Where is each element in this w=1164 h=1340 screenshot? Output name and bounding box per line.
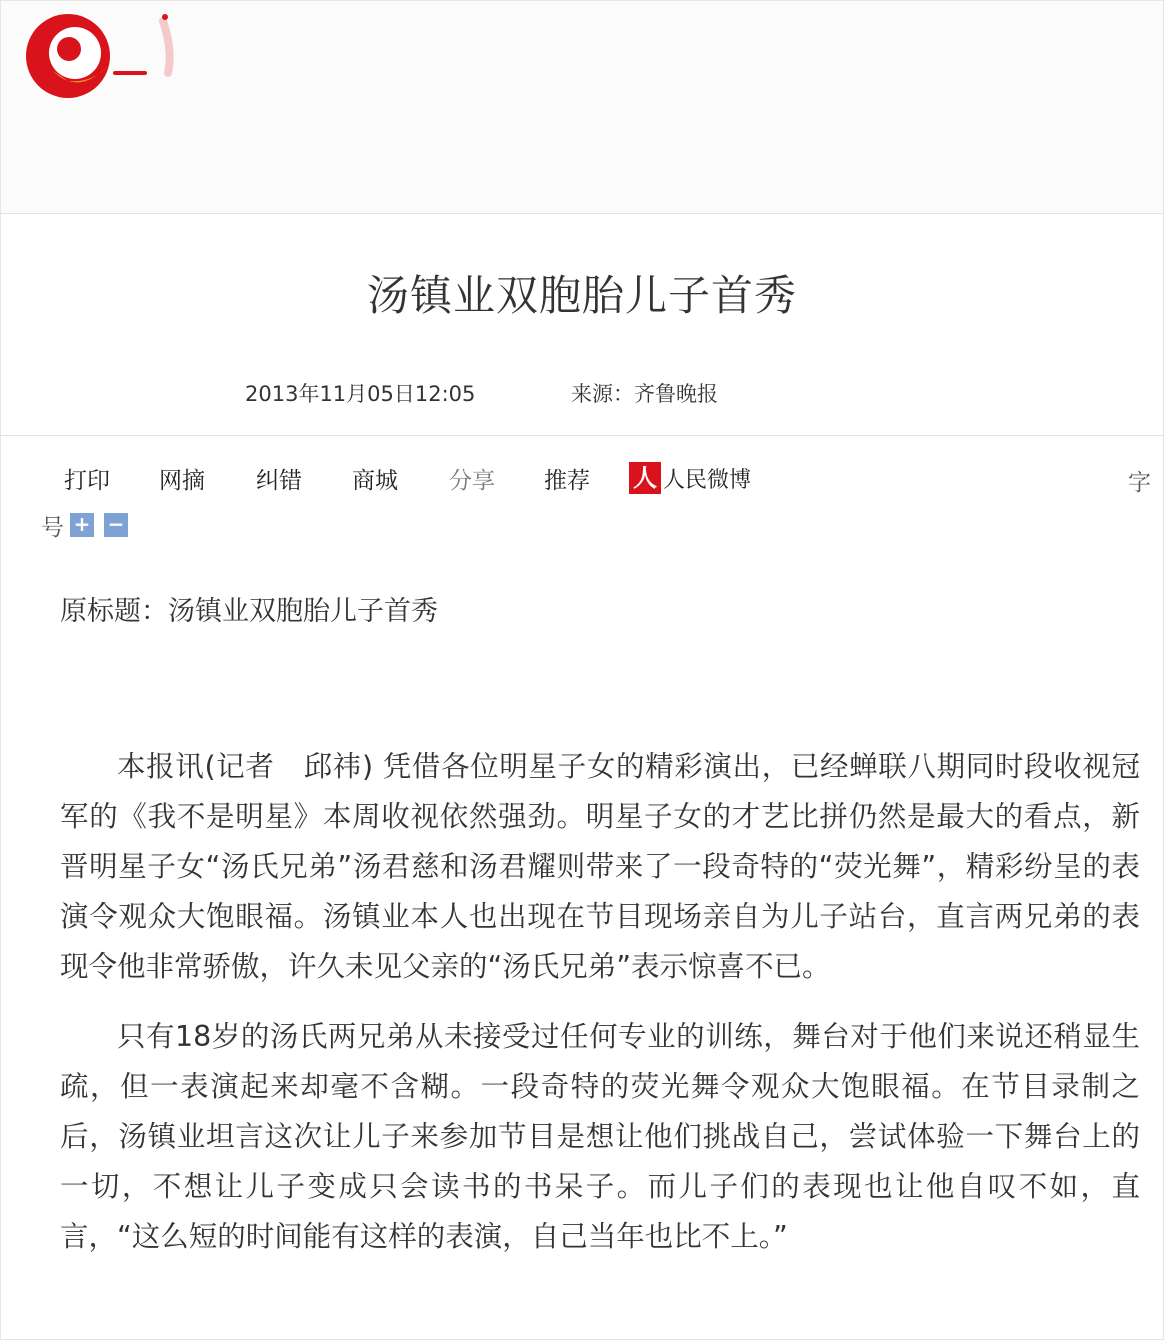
article-paragraph-2: 只有18岁的汤氏两兄弟从未接受过任何专业的训练，舞台对于他们来说还稍显生疏，但一表演起来却毫不含糊。一段奇特的荧光舞令观众大饱眼福。在节目录制之后，汤镇业坦言这次让儿子来参加节目是想让他们挑战自己，尝试体验一下舞台上的一切，不想让儿子变成只会读书的书呆子。而儿子们的表现也让他自叹不如，直言，“这么短的时间能有这样的表演，自己当年也比不上。” [60, 1020, 1140, 1253]
correction-link[interactable]: 纠错 [256, 468, 302, 494]
font-size-decrease-button[interactable]: − [104, 513, 128, 537]
site-header [1, 1, 1163, 214]
font-size-increase-button[interactable]: + [70, 513, 94, 537]
font-size-label-1: 字 [1128, 470, 1151, 496]
article-title: 汤镇业双胞胎儿子首秀 [366, 271, 797, 320]
publish-date: 2013年11月05日12:05 [245, 382, 476, 406]
font-size-label-2: 号 [41, 515, 64, 541]
excerpt-link[interactable]: 网摘 [159, 468, 205, 494]
article-paragraph-1: 本报讯(记者 邱祎) 凭借各位明星子女的精彩演出，已经蝉联八期同时段收视冠军的《我不是明星》本周收视依然强劲。明星子女的才艺比拼仍然是最大的看点，新晋明星子女“汤氏兄弟”汤君慈和汤君耀则带来了一段奇特的“荧光舞”，精彩纷呈的表演令观众大饱眼福。汤镇业本人也出现在节目现场亲自为儿子站台，直言两兄弟的表现令他非常骄傲，许久未见父亲的“汤氏兄弟”表示惊喜不已。 [60, 750, 1140, 983]
recommend-link[interactable]: 推荐 [544, 468, 590, 494]
share-label: 分享 [449, 468, 495, 494]
print-link[interactable]: 打印 [64, 468, 110, 494]
article-source: 来源：齐鲁晚报 [571, 382, 718, 406]
divider [1, 435, 1163, 436]
mall-link[interactable]: 商城 [352, 468, 398, 494]
people-weibo-label: 人民微博 [663, 467, 752, 493]
original-title: 原标题：汤镇业双胞胎儿子首秀 [60, 596, 438, 627]
people-weibo-icon: 人 [629, 462, 661, 494]
site-logo[interactable] [23, 11, 243, 111]
people-weibo-share[interactable] [629, 462, 751, 494]
